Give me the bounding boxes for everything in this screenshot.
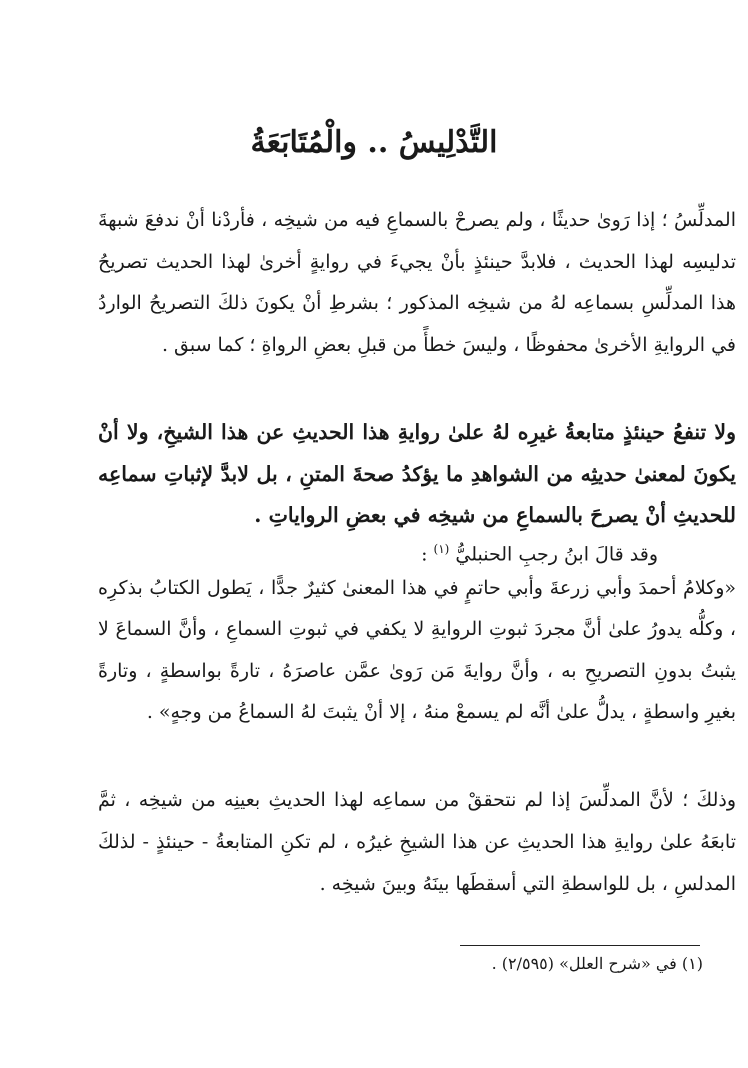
footnote: (١) في «شرح العلل» (٢/٥٩٥) . [491,954,703,973]
paragraph-explanation: وذلكَ ؛ لأنَّ المدلِّسَ إذا لم نتحققْ من سماعِه لهذا الحديثِ بعينِه من شيخِه ، ثمَّ تابعَهُ علىٰ روايةِ هذا الحديثِ عن هذا الشيخِ غيرُه ، لم تكنِ المتابعةُ - حينئذٍ - لذلكَ المدلسِ ، بل للواسطةِ التي أسقطَها بينَهُ وبينَ شيخِه . [98,789,736,895]
paragraph-bold-rule: ولا تنفعُ حينئذٍ متابعةُ غيرِه لهُ علىٰ روايةِ هذا الحديثِ عن هذا الشيخِ، ولا أنْ يكونَ لمعنىٰ حديثِه من الشواهدِ ما يؤكدُ صحةَ المتنِ ، بل لابدَّ لإثباتِ سماعِه للحديثِ أنْ يصرحَ بالسماعِ من شيخِه في بعضِ الرواياتِ . [98,420,736,527]
footnote-reference: (١) [433,542,450,556]
paragraph-definition: المدلِّسُ ؛ إذا رَوىٰ حديثًا ، ولم يصرحْ بالسماعِ فيه من شيخِه ، فأردْنا أنْ ندفعَ شبهةَ تدليسِه لهذا الحديث ، فلابدَّ حينئذٍ بأنْ يجيءَ في روايةٍ أخرىٰ لهذا الحديث تصريحُ هذا المدلِّسِ بسماعِه لهُ من شيخِه المذكور ؛ بشرطِ أنْ يكونَ ذلكَ التصريحُ الواردُ في الروايةِ الأخرىٰ محفوظًا ، وليسَ خطأً من قبلِ بعضِ الرواةِ ؛ كما سبق . [98,209,736,356]
quote-intro-colon: : [421,543,428,566]
page-title: التَّدْلِيسُ .. والْمُتَابَعَةُ [250,125,498,160]
paragraph-quotation: «وكلامُ أحمدَ وأبي زرعةَ وأبي حاتمٍ في هذا المعنىٰ كثيرٌ جدًّا ، يَطول الكتابُ بذكرِه ، وكلُّه يدورُ علىٰ أنَّ مجردَ ثبوتِ الروايةِ لا يكفي في ثبوتِ السماعِ ، وأنَّ السماعَ لا يثبتُ بدونِ التصريحِ به ، وأنَّ روايةَ مَن رَوىٰ عمَّن عاصرَهُ ، تارةً بواسطةٍ ، وتارةً بغيرِ واسطةٍ ، يدلُّ علىٰ أنَّه لم يسمعْ منهُ ، إلا أنْ يثبتَ لهُ السماعُ من وجهٍ» . [98,577,736,723]
footnote-divider [460,945,700,946]
quote-intro-text: وقد قالَ ابنُ رجبِ الحنبليُّ [455,543,658,566]
